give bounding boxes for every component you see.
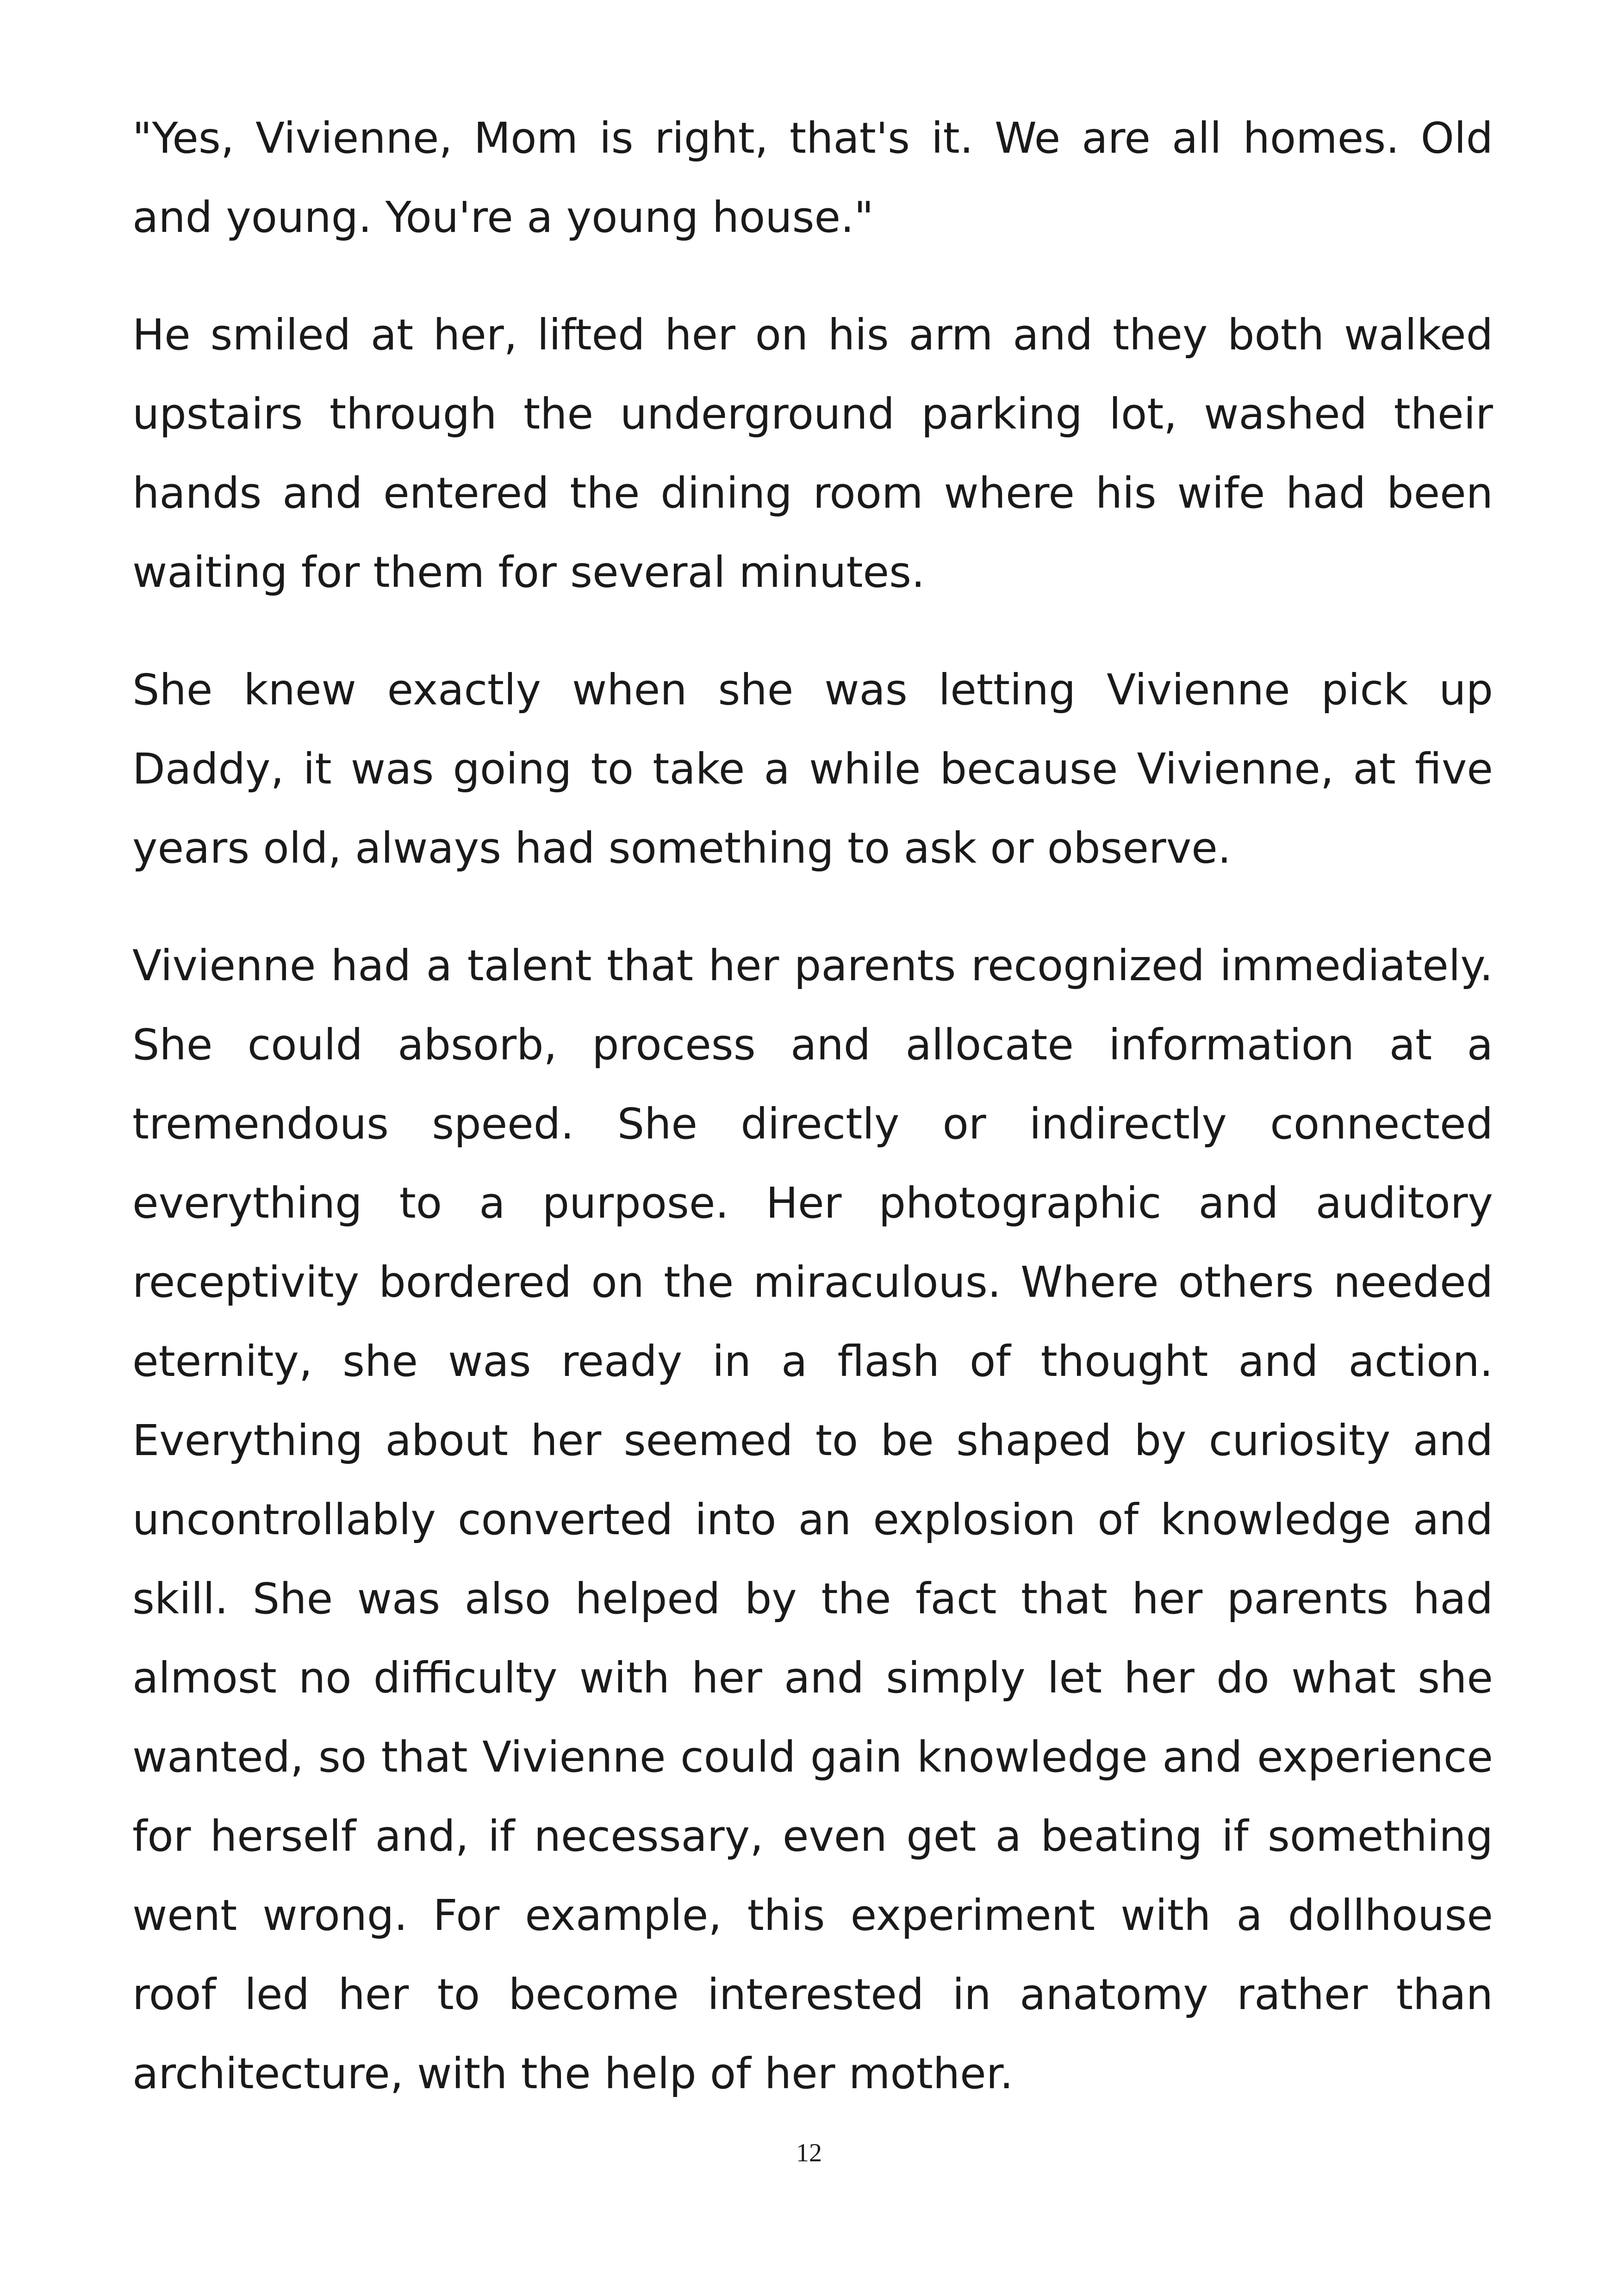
paragraph-vivienne-talent: Vivienne had a talent that her parents recognized immediately. She could absorb, process and allocate information at a tremendous speed. She directly or indirectly connected everything to a purpose. Her photographic and auditory receptivity bordered on the miraculous. Where others needed eternity, she was ready in a flash of thought and action. Everything about her seemed to be shaped by curiosity and uncontrollably converted into an explosion of knowledge and skill. She was also helped by the fact that her parents had almost no difficulty with her and simply let her do what she wanted, so that Vivienne could gain knowledge and experience for herself and, if necessary, even get a beating if something went wrong. For example, this experiment with a dollhouse roof led her to become interested in anatomy rather than architecture, with the help of her mother. [132,941,1493,2098]
paragraph-dialogue: "Yes, Vivienne, Mom is right, that's it. We are all homes. Old and young. You're a young house." [132,113,1493,242]
page-number: 12 [796,2139,822,2167]
paragraph-walk-upstairs: He smiled at her, lifted her on his arm and they both walked upstairs through the underground parking lot, washed their hands and entered the dining room where his wife had been waiting for them for several minutes. [132,310,1493,597]
paragraph-mother-waiting: She knew exactly when she was letting Vivienne pick up Daddy, it was going to take a while because Vivienne, at five years old, always had something to ask or observe. [132,665,1493,873]
body-text [132,99,1493,2152]
